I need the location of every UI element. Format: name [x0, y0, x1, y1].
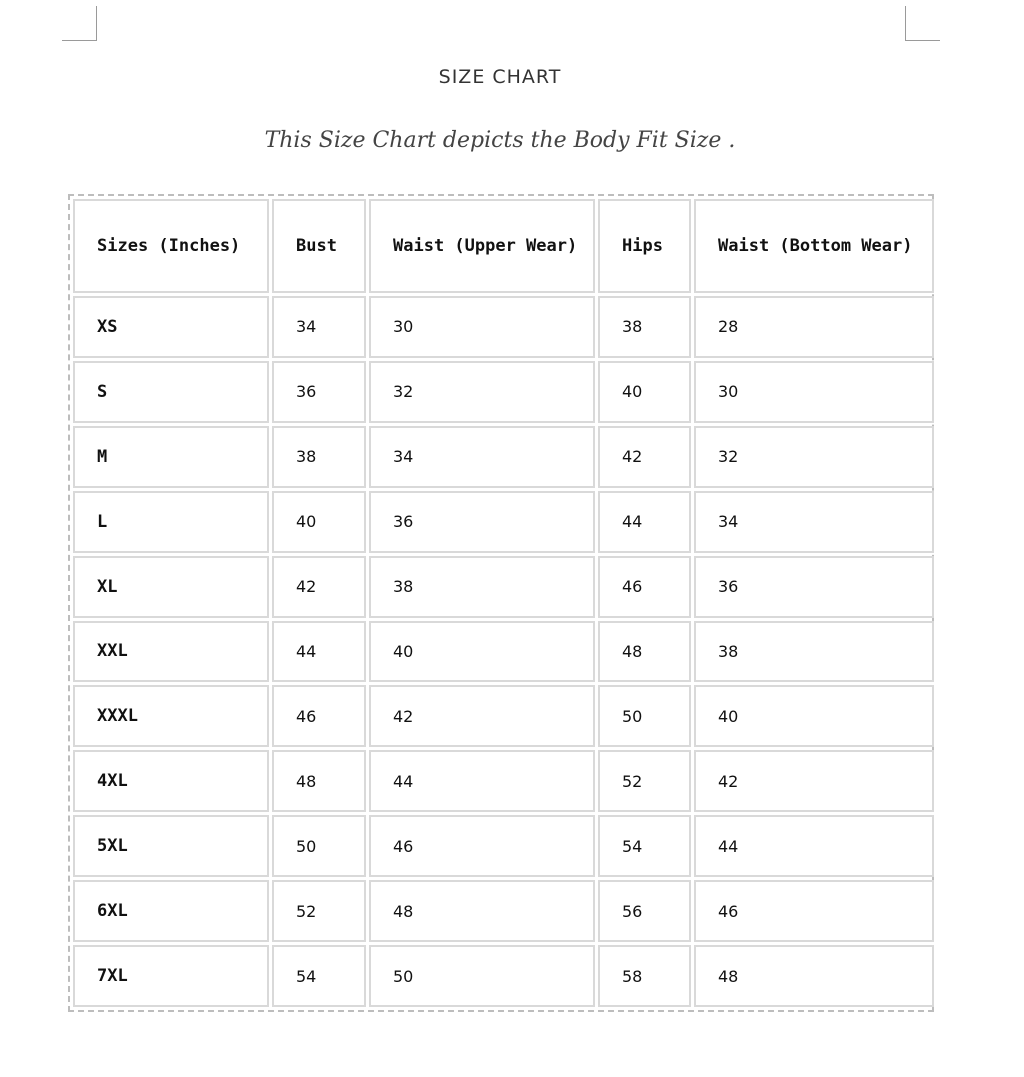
- cell-hips: 58: [598, 945, 691, 1007]
- size-chart-table-frame: [68, 194, 934, 1012]
- cell-bust: 50: [272, 815, 366, 877]
- cell-waist-bottom: 46: [694, 880, 934, 942]
- cell-bust: 38: [272, 426, 366, 488]
- cell-waist-bottom: 28: [694, 296, 934, 358]
- table-row: [73, 621, 934, 683]
- table-row: [73, 945, 934, 1007]
- cell-waist-bottom: 36: [694, 556, 934, 618]
- table-row: [73, 296, 934, 358]
- cell-waist-upper: 34: [369, 426, 595, 488]
- table-row: [73, 556, 934, 618]
- table-row: [73, 750, 934, 812]
- cell-size: 5XL: [73, 815, 269, 877]
- cell-waist-upper: 42: [369, 685, 595, 747]
- cell-hips: 42: [598, 426, 691, 488]
- table-row: [73, 491, 934, 553]
- cell-size: 4XL: [73, 750, 269, 812]
- cell-size: 7XL: [73, 945, 269, 1007]
- cell-size: L: [73, 491, 269, 553]
- cell-hips: 52: [598, 750, 691, 812]
- cell-hips: 54: [598, 815, 691, 877]
- crop-mark-top-right: [905, 6, 940, 41]
- cell-waist-upper: 30: [369, 296, 595, 358]
- table-row: [73, 815, 934, 877]
- cell-size: XL: [73, 556, 269, 618]
- cell-waist-bottom: 32: [694, 426, 934, 488]
- cell-bust: 46: [272, 685, 366, 747]
- cell-bust: 36: [272, 361, 366, 423]
- cell-size: XXL: [73, 621, 269, 683]
- cell-hips: 46: [598, 556, 691, 618]
- cell-size: XS: [73, 296, 269, 358]
- table-row: [73, 426, 934, 488]
- cell-bust: 54: [272, 945, 366, 1007]
- cell-bust: 48: [272, 750, 366, 812]
- header-hips: Hips: [598, 199, 691, 293]
- cell-bust: 34: [272, 296, 366, 358]
- cell-waist-upper: 50: [369, 945, 595, 1007]
- cell-waist-bottom: 38: [694, 621, 934, 683]
- table-row: [73, 880, 934, 942]
- table-body: [73, 296, 934, 1007]
- cell-waist-bottom: 44: [694, 815, 934, 877]
- cell-bust: 44: [272, 621, 366, 683]
- table-row: [73, 361, 934, 423]
- cell-waist-upper: 44: [369, 750, 595, 812]
- cell-waist-upper: 32: [369, 361, 595, 423]
- cell-waist-bottom: 48: [694, 945, 934, 1007]
- cell-size: S: [73, 361, 269, 423]
- cell-size: 6XL: [73, 880, 269, 942]
- cell-bust: 52: [272, 880, 366, 942]
- cell-bust: 42: [272, 556, 366, 618]
- page-title: SIZE CHART: [438, 66, 562, 88]
- cell-hips: 56: [598, 880, 691, 942]
- cell-waist-bottom: 30: [694, 361, 934, 423]
- header-sizes: Sizes (Inches): [73, 199, 269, 293]
- page-subtitle: This Size Chart depicts the Body Fit Size .: [264, 128, 736, 153]
- cell-hips: 38: [598, 296, 691, 358]
- cell-size: M: [73, 426, 269, 488]
- header-waist-upper: Waist (Upper Wear): [369, 199, 595, 293]
- cell-waist-upper: 48: [369, 880, 595, 942]
- crop-mark-top-left: [62, 6, 97, 41]
- cell-waist-bottom: 42: [694, 750, 934, 812]
- cell-waist-upper: 36: [369, 491, 595, 553]
- cell-waist-bottom: 34: [694, 491, 934, 553]
- cell-hips: 44: [598, 491, 691, 553]
- table-header-row: [73, 199, 934, 293]
- cell-size: XXXL: [73, 685, 269, 747]
- header-waist-bottom: Waist (Bottom Wear): [694, 199, 934, 293]
- cell-hips: 50: [598, 685, 691, 747]
- cell-waist-upper: 40: [369, 621, 595, 683]
- table-row: [73, 685, 934, 747]
- cell-hips: 40: [598, 361, 691, 423]
- size-chart-table: [70, 196, 937, 1010]
- header-bust: Bust: [272, 199, 366, 293]
- cell-waist-upper: 46: [369, 815, 595, 877]
- cell-waist-upper: 38: [369, 556, 595, 618]
- cell-hips: 48: [598, 621, 691, 683]
- cell-waist-bottom: 40: [694, 685, 934, 747]
- cell-bust: 40: [272, 491, 366, 553]
